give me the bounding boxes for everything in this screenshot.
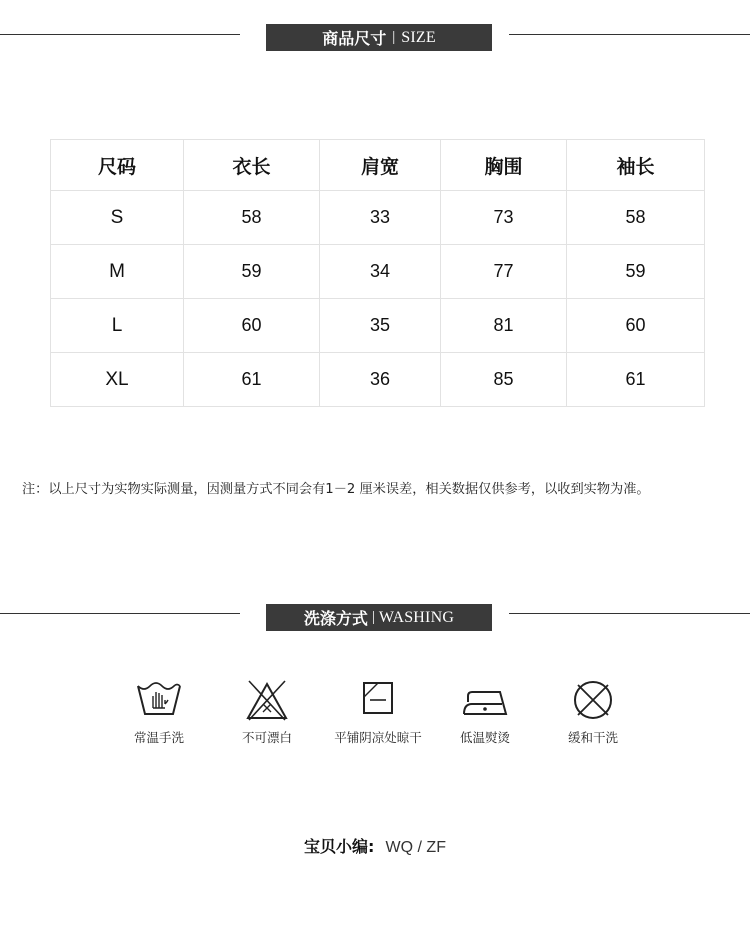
length-cell: 61 bbox=[184, 353, 320, 407]
editor-label: 宝贝小编: bbox=[304, 837, 375, 856]
wash-divider-left bbox=[0, 613, 240, 614]
care-label: 低温熨烫 bbox=[459, 730, 510, 745]
header-sleeve: 袖长 bbox=[567, 140, 705, 191]
header-chest: 胸围 bbox=[441, 140, 567, 191]
header-size: 尺码 bbox=[51, 140, 184, 191]
sleeve-cell: 60 bbox=[567, 299, 705, 353]
editor-credit bbox=[0, 834, 750, 857]
sleeve-cell: 61 bbox=[567, 353, 705, 407]
iron-low-icon bbox=[460, 678, 510, 718]
size-cell: M bbox=[51, 245, 184, 299]
table-row bbox=[51, 245, 705, 299]
care-label: 平铺阴凉处晾干 bbox=[334, 730, 422, 745]
do-not-dry-clean-icon bbox=[571, 678, 615, 722]
size-divider-left bbox=[0, 34, 240, 35]
table-row bbox=[51, 299, 705, 353]
care-label: 不可漂白 bbox=[241, 730, 292, 745]
shoulder-cell: 33 bbox=[320, 191, 441, 245]
size-divider-right bbox=[509, 34, 750, 35]
shoulder-cell: 35 bbox=[320, 299, 441, 353]
dry-flat-shade-icon bbox=[358, 678, 398, 718]
header-shoulder: 肩宽 bbox=[320, 140, 441, 191]
wash-title-cn: 洗涤方式 bbox=[303, 609, 368, 628]
care-item-no-bleach bbox=[212, 678, 322, 746]
size-title-cn: 商品尺寸 bbox=[322, 29, 387, 48]
size-cell: S bbox=[51, 191, 184, 245]
shoulder-cell: 36 bbox=[320, 353, 441, 407]
size-section-banner bbox=[266, 24, 492, 51]
size-table-header-row bbox=[51, 140, 705, 191]
care-item-dry-flat bbox=[323, 678, 433, 746]
size-title-separator: | bbox=[392, 29, 396, 45]
care-label: 缓和干洗 bbox=[567, 730, 618, 745]
size-table bbox=[50, 139, 705, 407]
size-title-en: SIZE bbox=[401, 28, 436, 46]
size-cell: L bbox=[51, 299, 184, 353]
length-cell: 60 bbox=[184, 299, 320, 353]
sleeve-cell: 59 bbox=[567, 245, 705, 299]
chest-cell: 77 bbox=[441, 245, 567, 299]
measurement-note: 注：以上尺寸为实物实际测量，因测量方式不同会有1－2 厘米误差，相关数据仅供参考，以收到实物为准。 bbox=[22, 482, 650, 497]
table-row bbox=[51, 191, 705, 245]
sleeve-cell: 58 bbox=[567, 191, 705, 245]
header-length: 衣长 bbox=[184, 140, 320, 191]
wash-divider-right bbox=[509, 613, 750, 614]
wash-section-banner bbox=[266, 604, 492, 631]
chest-cell: 81 bbox=[441, 299, 567, 353]
do-not-bleach-icon bbox=[243, 678, 291, 722]
care-item-dry-clean bbox=[538, 678, 648, 746]
chest-cell: 85 bbox=[441, 353, 567, 407]
wash-title-separator: | bbox=[371, 609, 375, 625]
care-item-hand-wash bbox=[104, 678, 214, 746]
size-cell: XL bbox=[51, 353, 184, 407]
care-item-iron bbox=[430, 678, 540, 746]
chest-cell: 73 bbox=[441, 191, 567, 245]
care-label: 常温手洗 bbox=[133, 730, 184, 745]
wash-title-en: WASHING bbox=[378, 608, 455, 626]
table-row bbox=[51, 353, 705, 407]
shoulder-cell: 34 bbox=[320, 245, 441, 299]
hand-wash-icon bbox=[135, 678, 183, 718]
length-cell: 58 bbox=[184, 191, 320, 245]
editor-value: WQ / ZF bbox=[385, 839, 446, 856]
length-cell: 59 bbox=[184, 245, 320, 299]
